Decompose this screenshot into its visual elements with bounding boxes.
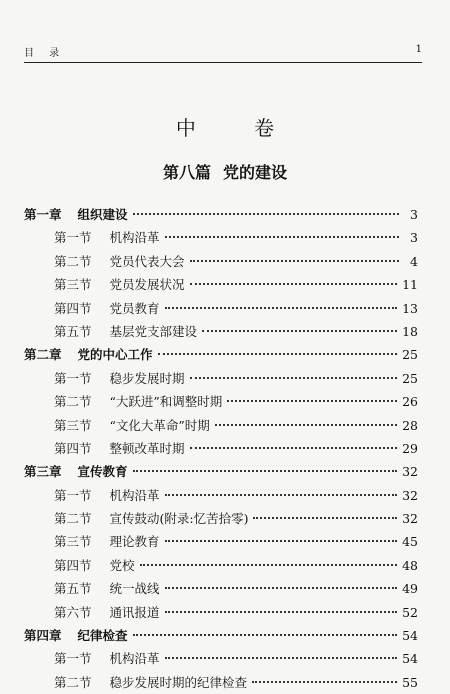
toc-entry-page: 26 (402, 394, 418, 410)
page-number: 1 (415, 44, 422, 55)
toc-section-entry[interactable] (24, 320, 418, 343)
toc-section-entry[interactable] (24, 647, 418, 670)
toc-entry-number: 第二节 (54, 511, 92, 527)
dot-leader (133, 470, 398, 472)
toc-entry-number: 第二节 (54, 674, 92, 690)
volume-title: 中 卷 (175, 116, 301, 140)
toc-entry-number: 第四节 (54, 557, 92, 573)
toc-entry-page: 55 (402, 674, 418, 690)
toc-section-entry[interactable] (24, 437, 418, 460)
toc-entry-page: 29 (402, 440, 418, 456)
dot-leader (202, 330, 397, 332)
dot-leader (190, 447, 398, 449)
dot-leader (190, 377, 398, 379)
toc-entry-page: 32 (402, 464, 418, 480)
toc-entry-title: 稳步发展时期 (109, 370, 185, 386)
toc-entry-title: 党校 (109, 557, 135, 573)
toc-entry-number: 第一节 (54, 487, 92, 503)
table-of-contents (24, 203, 418, 694)
toc-entry-number: 第三节 (54, 277, 92, 293)
dot-leader (165, 494, 398, 496)
toc-section-entry[interactable] (24, 507, 418, 530)
toc-entry-page: 49 (402, 581, 418, 597)
toc-entry-title: 纪律检查 (77, 628, 128, 644)
toc-section-entry[interactable] (24, 226, 418, 249)
dot-leader (253, 517, 397, 519)
toc-entry-page: 18 (402, 323, 418, 339)
toc-entry-title: 党员代表大会 (109, 253, 185, 269)
toc-entry-page: 3 (410, 207, 418, 222)
toc-entry-title: 整顿改革时期 (109, 440, 185, 456)
toc-entry-title: 宣传鼓动(附录:忆苦拾零) (109, 511, 249, 527)
toc-section-entry[interactable] (24, 273, 418, 296)
toc-entry-title: “大跃进”和调整时期 (109, 394, 223, 410)
toc-entry-page: 32 (402, 487, 418, 503)
toc-section-entry[interactable] (24, 530, 418, 553)
toc-entry-number: 第四节 (54, 300, 92, 316)
toc-entry-number: 第二节 (54, 394, 92, 410)
dot-leader (165, 587, 398, 589)
toc-entry-number: 第四章 (24, 628, 62, 644)
toc-entry-title: “文化大革命”时期 (109, 417, 210, 433)
toc-entry-page: 52 (402, 604, 418, 620)
toc-entry-title: 党员发展状况 (109, 277, 185, 293)
toc-entry-page: 54 (402, 651, 418, 667)
part-name: 党的建设 (223, 163, 288, 182)
toc-entry-page: 54 (402, 628, 418, 644)
toc-entry-page: 3 (410, 230, 418, 246)
toc-section-entry[interactable] (24, 671, 418, 694)
toc-entry-title: 党的中心工作 (77, 347, 153, 363)
dot-leader (158, 353, 398, 355)
part-number: 第八篇 (162, 163, 211, 182)
toc-entry-number: 第六节 (54, 604, 92, 620)
toc-entry-number: 第二节 (54, 253, 92, 269)
toc-entry-title: 通讯报道 (109, 604, 160, 620)
toc-entry-number: 第二章 (24, 347, 62, 363)
header-rule (24, 62, 422, 63)
toc-entry-title: 机构沿革 (109, 487, 160, 503)
toc-section-entry[interactable] (24, 414, 418, 437)
toc-entry-title: 宣传教育 (77, 464, 128, 480)
toc-section-entry[interactable] (24, 484, 418, 507)
toc-section-entry[interactable] (24, 250, 418, 273)
toc-entry-title: 基层党支部建设 (109, 323, 198, 339)
toc-entry-title: 党员教育 (109, 300, 160, 316)
dot-leader (133, 213, 399, 215)
toc-entry-title: 稳步发展时期的纪律检查 (109, 674, 248, 690)
toc-section-entry[interactable] (24, 367, 418, 390)
dot-leader (165, 540, 398, 542)
toc-entry-page: 11 (402, 277, 418, 293)
toc-entry-number: 第三章 (24, 464, 62, 480)
toc-entry-title: 统一战线 (109, 581, 160, 597)
running-header (24, 44, 422, 60)
dot-leader (165, 307, 398, 309)
toc-section-entry[interactable] (24, 554, 418, 577)
dot-leader (190, 283, 398, 285)
toc-entry-page: 48 (402, 557, 418, 573)
toc-entry-title: 理论教育 (109, 534, 160, 550)
toc-section-entry[interactable] (24, 390, 418, 413)
toc-chapter-entry[interactable] (24, 624, 418, 647)
toc-entry-title: 机构沿革 (109, 651, 160, 667)
toc-entry-title: 机构沿革 (109, 230, 160, 246)
toc-entry-page: 32 (402, 511, 418, 527)
toc-entry-number: 第四节 (54, 440, 92, 456)
toc-chapter-entry[interactable] (24, 203, 418, 226)
toc-entry-number: 第五节 (54, 323, 92, 339)
part-title (0, 160, 450, 183)
toc-chapter-entry[interactable] (24, 460, 418, 483)
toc-section-entry[interactable] (24, 297, 418, 320)
dot-leader (140, 564, 398, 566)
toc-chapter-entry[interactable] (24, 343, 418, 366)
dot-leader (227, 400, 397, 402)
toc-entry-page: 25 (402, 370, 418, 386)
dot-leader (165, 657, 398, 659)
toc-entry-number: 第三节 (54, 417, 92, 433)
dot-leader (215, 424, 397, 426)
dot-leader (165, 611, 398, 613)
dot-leader (190, 260, 399, 262)
toc-section-entry[interactable] (24, 577, 418, 600)
toc-entry-number: 第一节 (54, 230, 92, 246)
toc-entry-page: 13 (402, 300, 418, 316)
toc-section-entry[interactable] (24, 601, 418, 624)
running-header-title: 目 录 (24, 48, 66, 59)
toc-entry-page: 28 (402, 417, 418, 433)
toc-entry-number: 第三节 (54, 534, 92, 550)
toc-entry-title: 组织建设 (77, 207, 128, 222)
dot-leader (133, 634, 398, 636)
toc-entry-number: 第一章 (24, 207, 62, 222)
toc-entry-number: 第一节 (54, 651, 92, 667)
toc-entry-page: 4 (410, 253, 418, 269)
toc-entry-number: 第一节 (54, 370, 92, 386)
dot-leader (165, 236, 399, 238)
toc-entry-number: 第五节 (54, 581, 92, 597)
toc-entry-page: 25 (402, 347, 418, 363)
dot-leader (252, 681, 397, 683)
toc-entry-page: 45 (402, 534, 418, 550)
